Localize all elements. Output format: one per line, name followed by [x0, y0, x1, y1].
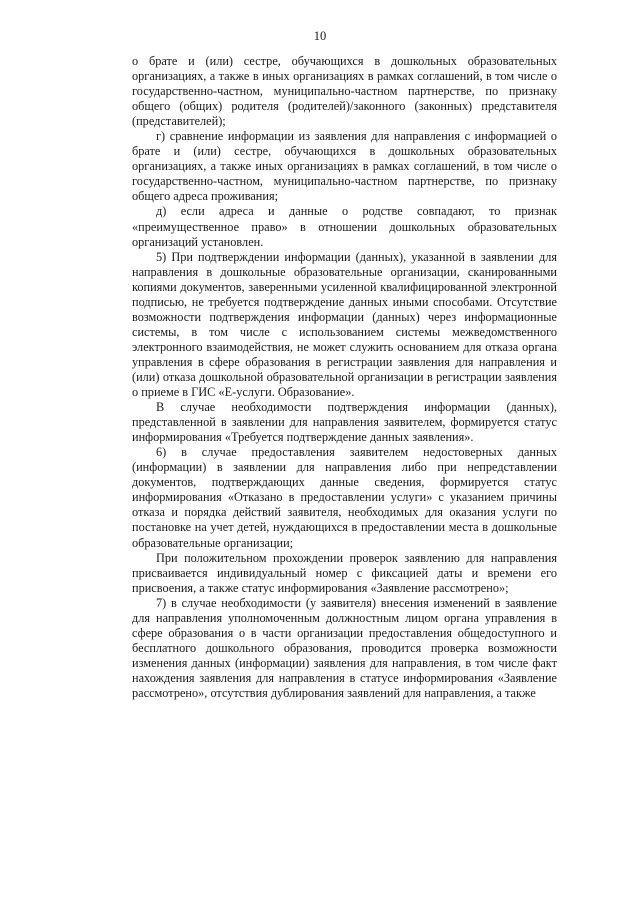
paragraph-item-5: 5) При подтверждении информации (данных), указанной в заявлении для направления в дошкольные образовательные организации, сканированными копиями документов, заверенными усиленной квалифицированной электронной подписью, не требуется подтверждение данных иными способами. Отсутствие возможности подтверждения информации (данных) через информационные системы, в том числе с использованием системы межведомственного электронного взаимодействия, не может служить основанием для отказа органа управления в сфере образования в регистрации заявления для направления и (или) отказа дошкольной образовательной организации в регистрации заявления о приеме в ГИС «Е-услуги. Образование». [132, 249, 557, 400]
paragraph-item-6: 6) в случае предоставления заявителем недостоверных данных (информации) в заявлении для направления либо при непредставлении документов, подтверждающих данные сведения, формируется статус информирования «Отказано в предоставлении услуги» с указанием причины отказа и порядка действий заявителя, необходимых для оказания услуги по постановке на учет детей, нуждающихся в предоставлении места в дошкольные образовательные организации; [132, 445, 557, 550]
paragraph-sibling-info-continued: о брате и (или) сестре, обучающихся в дошкольных образовательных организациях, а также в иных организациях в рамках соглашений, в том числе о государственно-частном, муниципально-частном партнерстве, по признаку общего (общих) родителя (родителей)/законного (законных) представителя (представителей); [132, 54, 557, 129]
document-body [132, 54, 557, 701]
paragraph-positive-check: При положительном прохождении проверок заявлению для направления присваивается индивидуальный номер с фиксацией даты и времени его присвоения, а также статус информирования «Заявление рассмотрено»; [132, 550, 557, 595]
paragraph-item-g: г) сравнение информации из заявления для направления с информацией о брате и (или) сестре, обучающихся в дошкольных образовательных организациях, а также иных организациях в рамках соглашений, в том числе о государственно-частном, муниципально-частном партнерстве, по признаку общего адреса проживания; [132, 129, 557, 204]
paragraph-item-d: д) если адреса и данные о родстве совпадают, то признак «преимущественное право» в отношении дошкольных образовательных организаций установлен. [132, 204, 557, 249]
paragraph-item-7: 7) в случае необходимости (у заявителя) внесения изменений в заявление для направления уполномоченным должностным лицом органа управления в сфере образования о в части организации предоставления общедоступного и бесплатного дошкольного образования, проводится проверка возможности изменения данных (информации) заявления для направления, в том числе факт нахождения заявления для направления в статусе информирования «Заявление рассмотрено», отсутствия дублирования заявлений для направления, а также [132, 595, 557, 700]
paragraph-confirmation-required: В случае необходимости подтверждения информации (данных), представленной в заявлении для направления заявителем, формируется статус информирования «Требуется подтверждение данных заявления». [132, 400, 557, 445]
page-number: 10 [313, 29, 327, 43]
